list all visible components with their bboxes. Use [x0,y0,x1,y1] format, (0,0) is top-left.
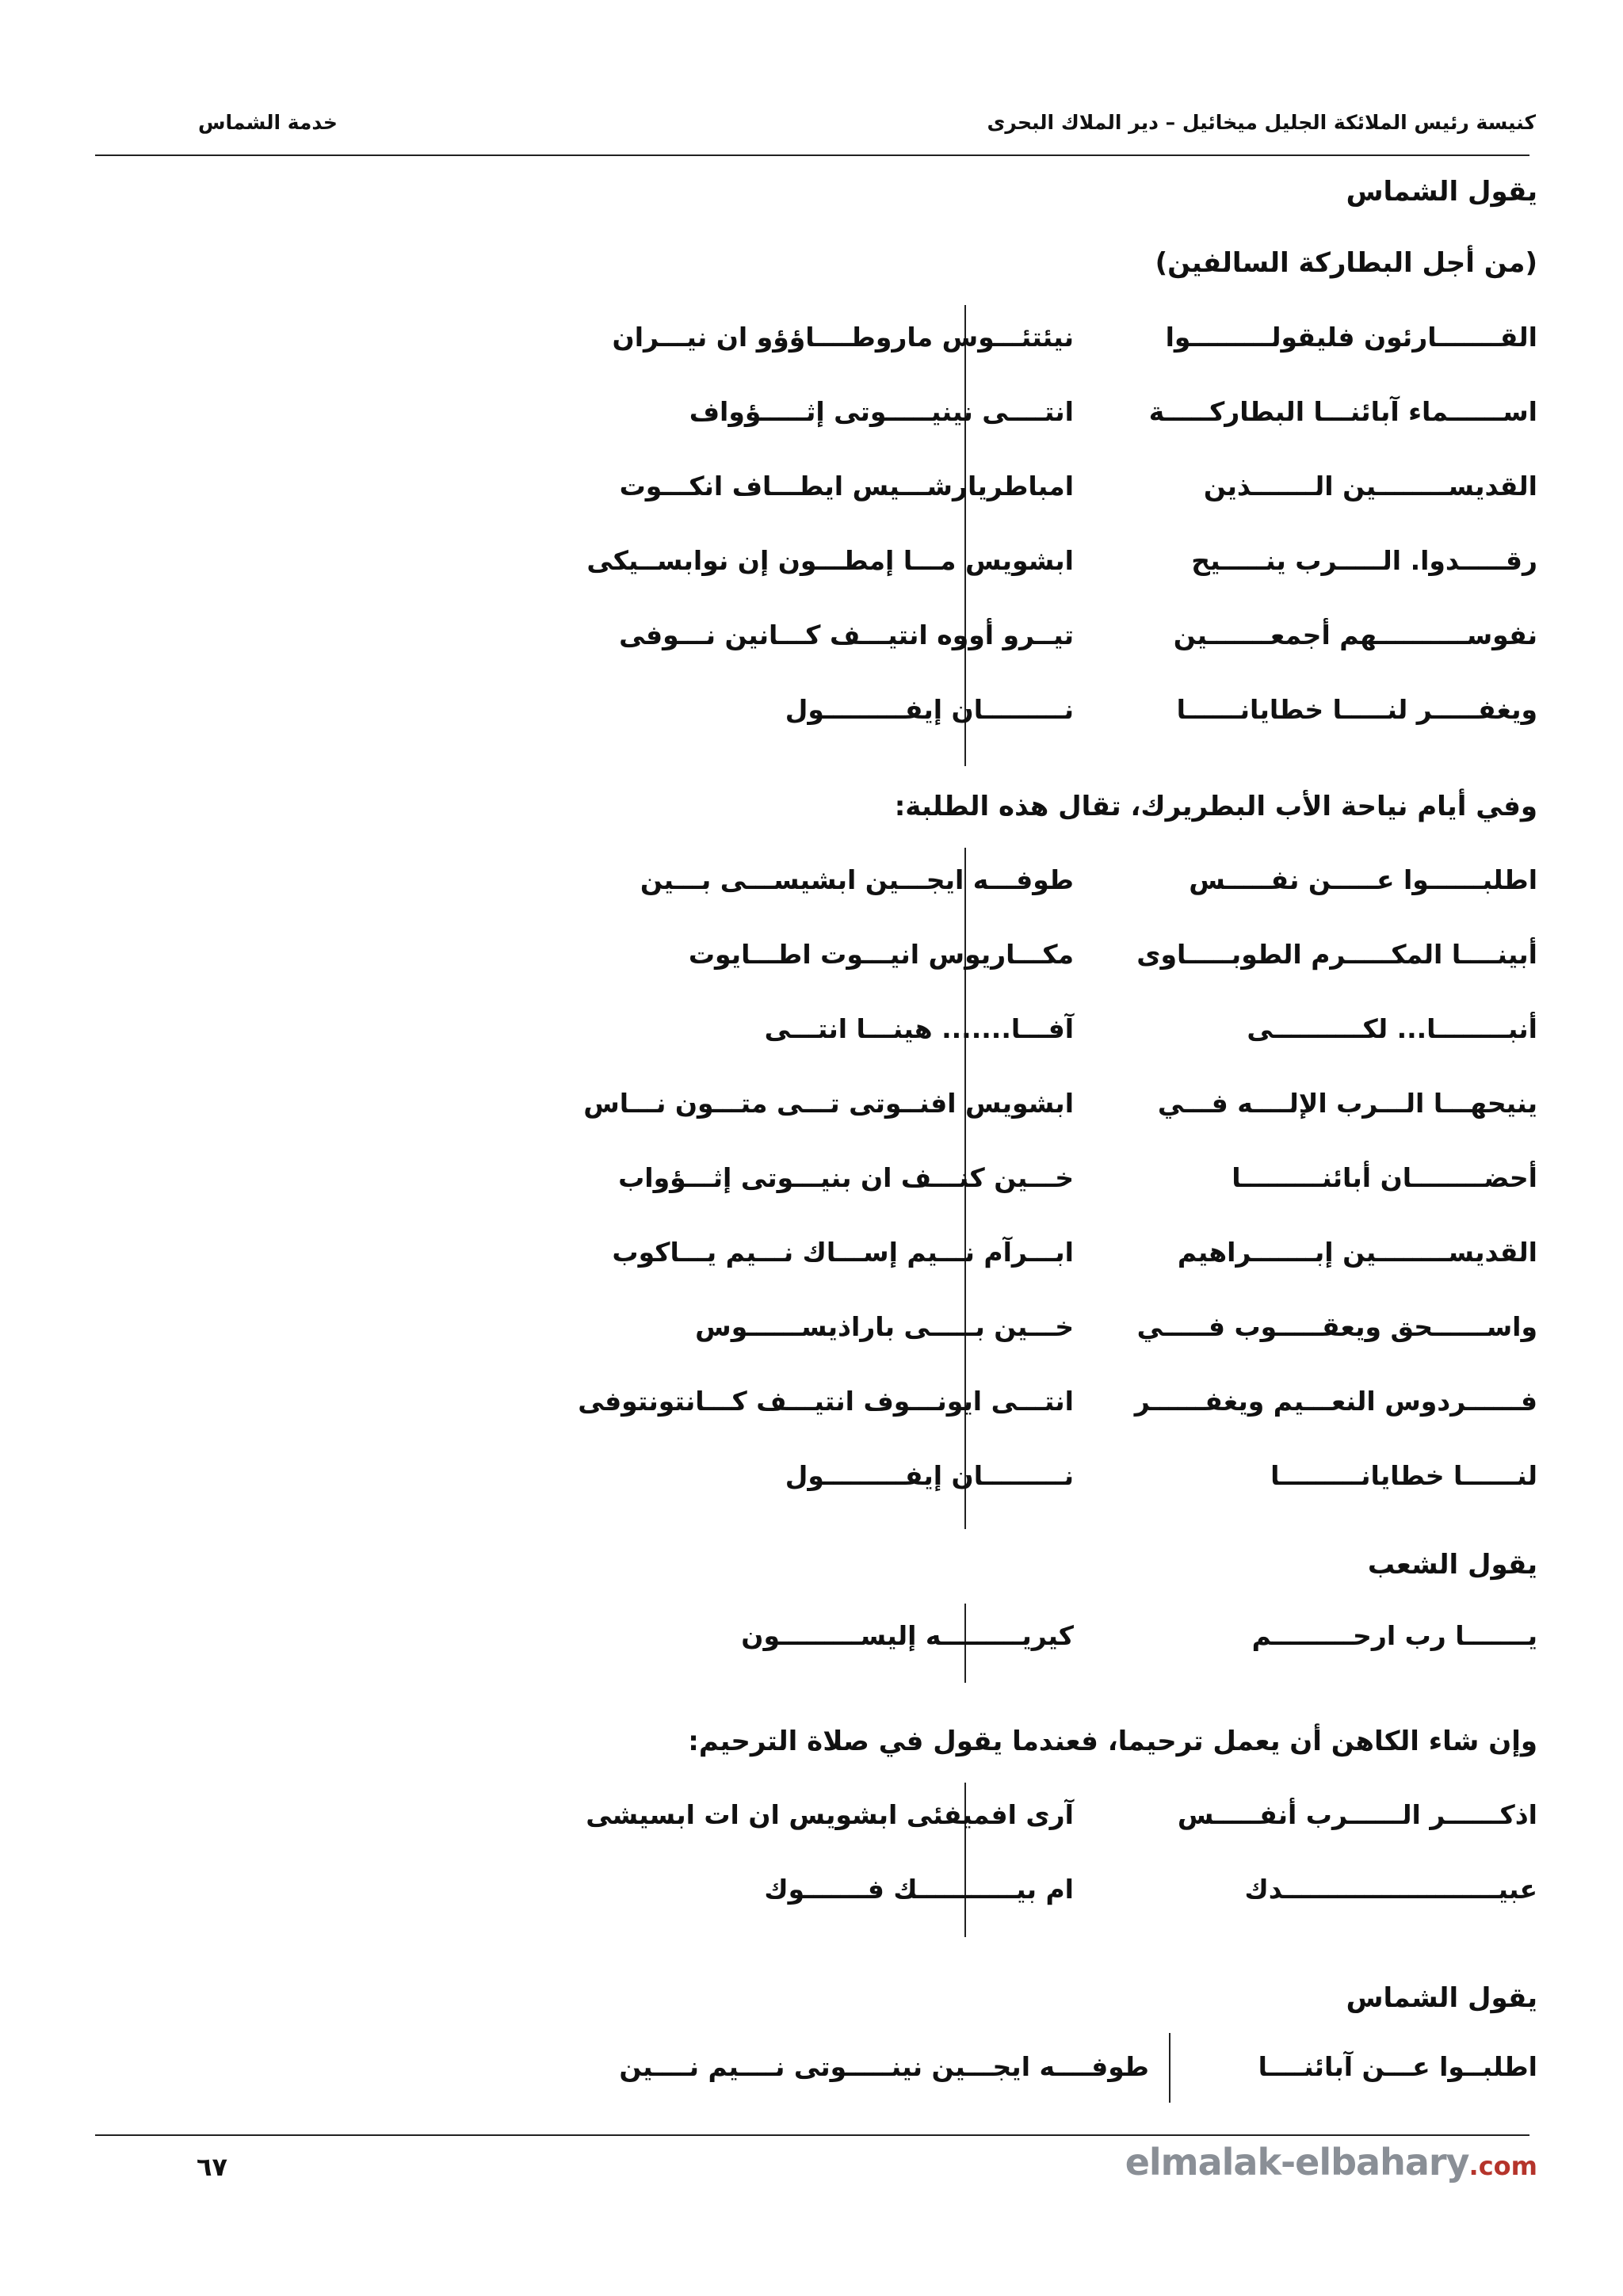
coptic-transliteration-line: انتــــى نينيـــــوتى إثـــــؤواف [689,396,1074,427]
footer-divider [95,2134,1529,2136]
arabic-line: القـــــــارئون فليقولـــــــــوا [1165,322,1537,353]
coptic-transliteration-line: امباطريارشـــيس ايطـــاف انكـــوت [619,471,1074,502]
hymn-row [380,603,1537,677]
section-title-patriarch-repose: وفي أيام نياحة الأب البطريرك، تقال هذه الطلبة: [894,791,1537,822]
coptic-transliteration-line: طوفــــه ايجـــين نينـــــوتى نــــيم نــــين [619,2051,1149,2082]
coptic-transliteration-line: آفـــا....... هينـــا انتـــى [764,1013,1074,1044]
hymn-row [380,1604,1537,1678]
hymn-row [380,1071,1537,1146]
arabic-line: القديســــــــين الـــــــذين [1203,471,1537,502]
column-divider [1169,2033,1170,2103]
hymn-table-patriarchs [380,305,1537,752]
arabic-line: عبيــــــــــــــــــــــــدك [1244,1874,1537,1905]
coptic-transliteration-line: كيريـــــــــه إليســـــــــون [741,1620,1074,1651]
site-logo-name: elmalak-elbahary [1125,2141,1469,2183]
hymn-row [380,1369,1537,1444]
coptic-transliteration-line: خـــين بـــــى باراذيســــــوس [695,1311,1074,1342]
arabic-line: أنبــــــــا... لكــــــــــى [1247,1013,1537,1044]
arabic-line: اذكــــــر الــــــرب أنفـــــس [1177,1799,1537,1830]
coptic-transliteration-line: ابشويس افنــوتى تـــى متـــون نـــاس [583,1088,1074,1119]
coptic-transliteration-line: نيئتئـــوس ماروطــــاؤؤو ان نيـــران [612,322,1074,353]
hymn-row [380,922,1537,997]
arabic-line: رقـــــدوا. الـــــرب ينـــــيح [1191,545,1537,576]
coptic-transliteration-line: آرى افميفئى ابشويس ان ات ابسيشى [586,1799,1074,1830]
hymn-table-people-response [380,1604,1537,1678]
coptic-transliteration-line: ام بيـــــــــــك فـــــــوك [764,1874,1074,1905]
arabic-line: ويغفـــــر لنـــــا خطايانــــــا [1176,694,1537,725]
coptic-transliteration-line: نـــــــــان إيفـــــــــول [785,694,1074,725]
hymn-row [380,528,1537,603]
hymn-row [380,677,1537,752]
coptic-transliteration-line: خـــين كنـــف ان بنيـــوتى إثـــؤواب [618,1162,1074,1193]
arabic-line: واســــــحق ويعقـــــوب فـــــي [1136,1311,1537,1342]
hymn-row-fathers [380,2033,1537,2104]
arabic-line: يـــــــا رب ارحـــــــــم [1251,1620,1537,1651]
section-title-patriarchs: (من أجل البطاركة السالفين) [1155,247,1537,279]
site-logo [1125,2141,1537,2183]
hymn-row [380,1444,1537,1518]
speaker-heading-people: يقول الشعب [1367,1549,1537,1581]
hymn-row [380,1857,1537,1932]
site-logo-tld: .com [1468,2151,1537,2181]
coptic-transliteration-line: ابـــرآم نـــيم إســـاك نـــيم يـــاكوب [612,1237,1074,1268]
hymn-table-patriarch-repose [380,848,1537,1518]
hymn-row [380,1295,1537,1369]
coptic-transliteration-line: طوفـــه ايجـــين ابشيســـى بـــين [640,864,1074,895]
coptic-transliteration-line: نـــــــــان إيفـــــــــول [785,1460,1074,1491]
arabic-line: اطلبــــــوا عـــــن نفـــــس [1189,864,1537,895]
arabic-line: فــــــردوس النعـــيم ويغفــــــر [1134,1386,1537,1417]
coptic-transliteration-line: تيــرو أووه انتيـــف كـــانين نـــوفى [619,620,1074,650]
hymn-table-commemoration [380,1783,1537,1932]
hymn-row [380,1146,1537,1220]
arabic-line: اطلبــوا عـــن آبائنــــا [1258,2051,1537,2082]
arabic-line: نفوســــــــــهم أجمعـــــــين [1173,620,1537,650]
hymn-row [380,305,1537,379]
arabic-line: القديســــــــين إبـــــــراهيم [1177,1237,1537,1268]
hymn-row [380,379,1537,454]
coptic-transliteration-line: مكـــاريوس انيـــوت اطـــايوت [688,939,1074,970]
coptic-transliteration-line: انتـــى ايونـــوف انتيـــف كـــانتونتوفى [578,1386,1074,1417]
arabic-line: ينيحهـــا الـــرب الإلــــه فـــي [1157,1088,1537,1119]
speaker-heading-deacon: يقول الشماس [1346,176,1537,208]
arabic-line: أحضــــــــان أبائنـــــــــا [1232,1162,1537,1193]
church-title: كنيسة رئيس الملائكة الجليل ميخائيل – دير الملاك البحرى [987,111,1536,134]
header-divider [95,154,1529,156]
section-title-commemoration: وإن شاء الكاهن أن يعمل ترحيما، فعندما يقول في صلاة الترحيم: [688,1726,1537,1757]
hymn-row [380,1220,1537,1295]
hymn-row [380,454,1537,528]
speaker-heading-deacon-2: يقول الشماس [1346,1982,1537,2014]
hymn-row [380,1783,1537,1857]
arabic-line: اســــــماء آبائنـــا البطاركـــــة [1148,396,1537,427]
book-title: خدمة الشماس [198,111,338,134]
arabic-line: أبينــــا المكـــــرم الطوبـــــاوى [1136,939,1537,970]
coptic-transliteration-line: ابشويس مـــا إمطـــون إن نوابســيكى [586,545,1074,576]
page-number: ٦٧ [197,2152,228,2182]
hymn-row [380,848,1537,922]
hymn-row [380,997,1537,1071]
arabic-line: لنــــــا خطايانـــــــــا [1270,1460,1537,1491]
